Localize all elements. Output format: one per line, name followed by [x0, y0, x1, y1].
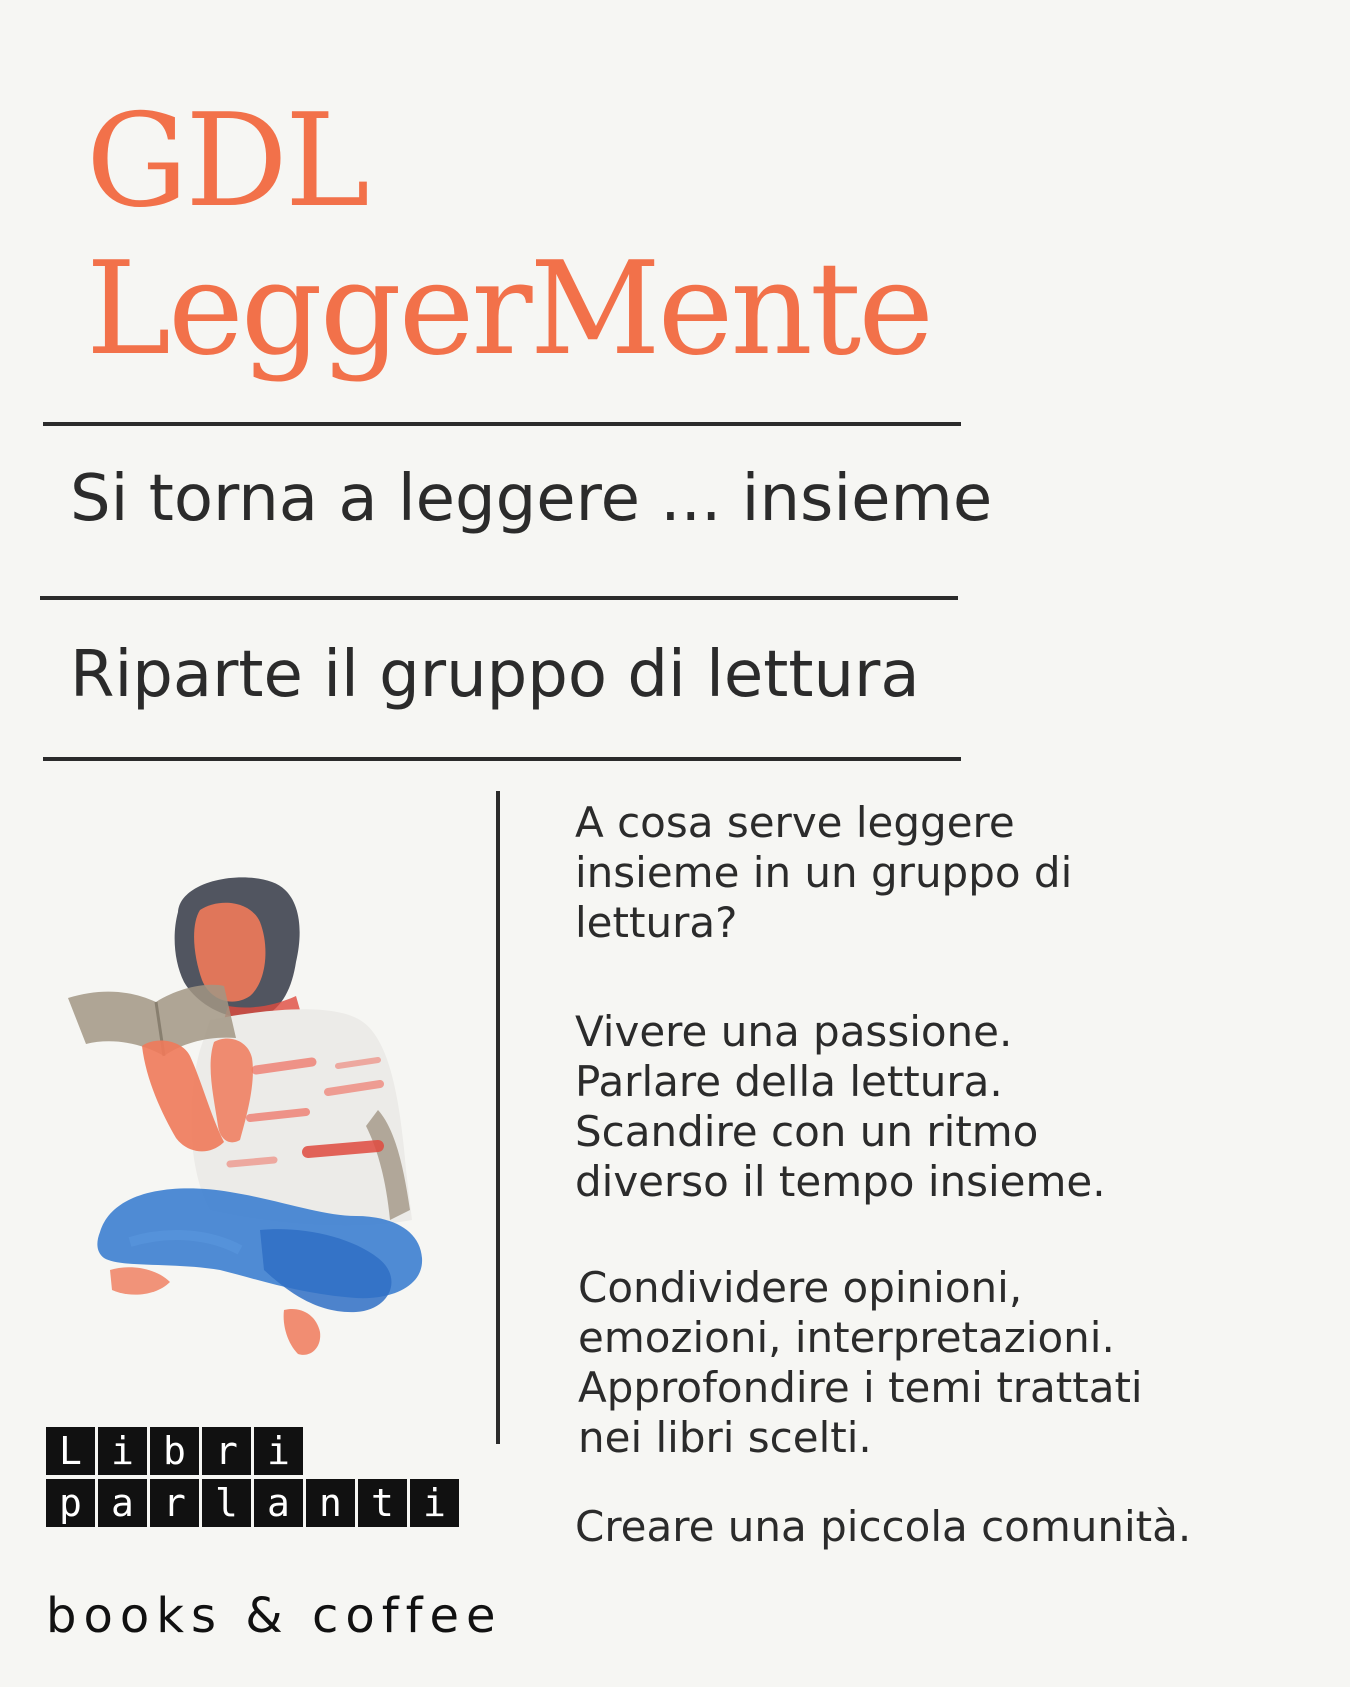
benefits-paragraph-2: Condividere opinioni, emozioni, interpretazioni. Approfondire i temi trattati nei libri scelti.: [578, 1263, 1143, 1462]
logo-tile: i: [410, 1479, 459, 1527]
logo-tile: p: [46, 1479, 95, 1527]
intro-question: A cosa serve leggere insieme in un gruppo di lettura?: [575, 798, 1073, 947]
logo-row-parlanti: [46, 1479, 462, 1527]
logo-tile: a: [98, 1479, 147, 1527]
title-line-1: GDL: [86, 87, 367, 236]
benefits-paragraph-3: Creare una piccola comunità.: [575, 1502, 1192, 1551]
logo-tile: l: [202, 1479, 251, 1527]
divider-middle: [40, 596, 958, 600]
tagline: books & coffee: [46, 1588, 503, 1644]
benefits-paragraph-1: Vivere una passione. Parlare della lettura. Scandire con un ritmo diverso il tempo insieme.: [575, 1007, 1106, 1206]
logo-tile: i: [98, 1427, 147, 1475]
logo-tile: L: [46, 1427, 95, 1475]
title-line-2: LeggerMente: [86, 235, 931, 384]
logo-tile: i: [254, 1427, 303, 1475]
logo-row-libri: [46, 1427, 462, 1475]
page-title: [86, 88, 931, 384]
logo-tile: t: [358, 1479, 407, 1527]
divider-bottom: [43, 757, 961, 761]
logo-tile: a: [254, 1479, 303, 1527]
libri-parlanti-logo: [46, 1427, 462, 1527]
logo-tile: r: [150, 1479, 199, 1527]
logo-tile: b: [150, 1427, 199, 1475]
logo-tile: r: [202, 1427, 251, 1475]
subtitle-1: Si torna a leggere ... insieme: [70, 462, 993, 536]
vertical-divider: [496, 791, 500, 1444]
subtitle-2: Riparte il gruppo di lettura: [70, 638, 920, 712]
divider-top: [43, 422, 961, 426]
reading-person-illustration: [60, 870, 480, 1370]
logo-tile: n: [306, 1479, 355, 1527]
